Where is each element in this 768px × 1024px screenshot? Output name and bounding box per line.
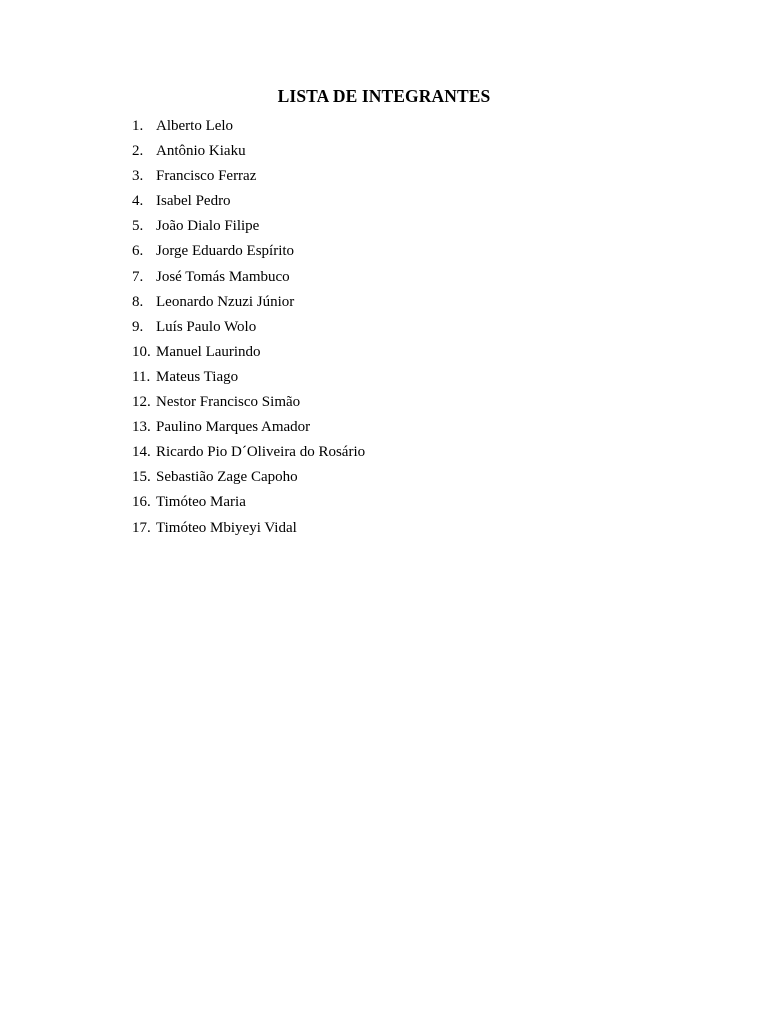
list-item	[132, 441, 365, 466]
list-item	[132, 240, 365, 265]
item-number: 8.	[132, 293, 144, 310]
document-title: LISTA DE INTEGRANTES	[277, 86, 491, 106]
item-number: 3.	[132, 168, 144, 185]
list-item	[132, 517, 365, 542]
list-item	[132, 165, 365, 190]
item-number: 15.	[132, 469, 151, 486]
member-name: João Dialo Filipe	[156, 218, 260, 235]
member-name: Ricardo Pio D´Oliveira do Rosário	[156, 444, 366, 461]
member-name: Nestor Francisco Simão	[156, 394, 301, 411]
list-item	[132, 115, 365, 140]
item-number: 10.	[132, 343, 151, 360]
member-list	[132, 115, 365, 542]
member-name: Isabel Pedro	[156, 193, 231, 210]
member-name: Paulino Marques Amador	[156, 419, 311, 436]
list-item	[132, 366, 365, 391]
list-item	[132, 190, 365, 215]
member-name: Timóteo Mbiyeyi Vidal	[156, 519, 297, 536]
list-item	[132, 466, 365, 491]
member-name: Francisco Ferraz	[156, 168, 257, 185]
list-item	[132, 316, 365, 341]
item-number: 12.	[132, 394, 151, 411]
list-item	[132, 391, 365, 416]
member-name: Manuel Laurindo	[156, 343, 261, 360]
list-item	[132, 140, 365, 165]
member-name: Antônio Kiaku	[156, 143, 246, 160]
member-name: Luís Paulo Wolo	[156, 318, 257, 335]
item-number: 11.	[132, 368, 151, 385]
item-number: 16.	[132, 494, 151, 511]
item-number: 13.	[132, 419, 151, 436]
member-name: Jorge Eduardo Espírito	[156, 243, 295, 260]
member-name: Leonardo Nzuzi Júnior	[156, 293, 295, 310]
item-number: 4.	[132, 193, 144, 210]
item-number: 1.	[132, 118, 144, 134]
item-number: 2.	[132, 143, 144, 160]
item-number: 9.	[132, 318, 144, 335]
list-item	[132, 416, 365, 441]
list-item	[132, 215, 365, 240]
list-item	[132, 266, 365, 291]
item-number: 5.	[132, 218, 144, 235]
member-name: Sebastião Zage Capoho	[156, 469, 298, 486]
member-name: Timóteo Maria	[156, 494, 246, 511]
list-item	[132, 341, 365, 366]
item-number: 6.	[132, 243, 144, 260]
item-number: 7.	[132, 268, 144, 285]
item-number: 17.	[132, 519, 151, 536]
member-name: José Tomás Mambuco	[156, 268, 290, 285]
member-name: Mateus Tiago	[156, 368, 239, 385]
item-number: 14.	[132, 444, 151, 461]
list-item	[132, 491, 365, 516]
member-name: Alberto Lelo	[156, 118, 234, 134]
list-item	[132, 291, 365, 316]
